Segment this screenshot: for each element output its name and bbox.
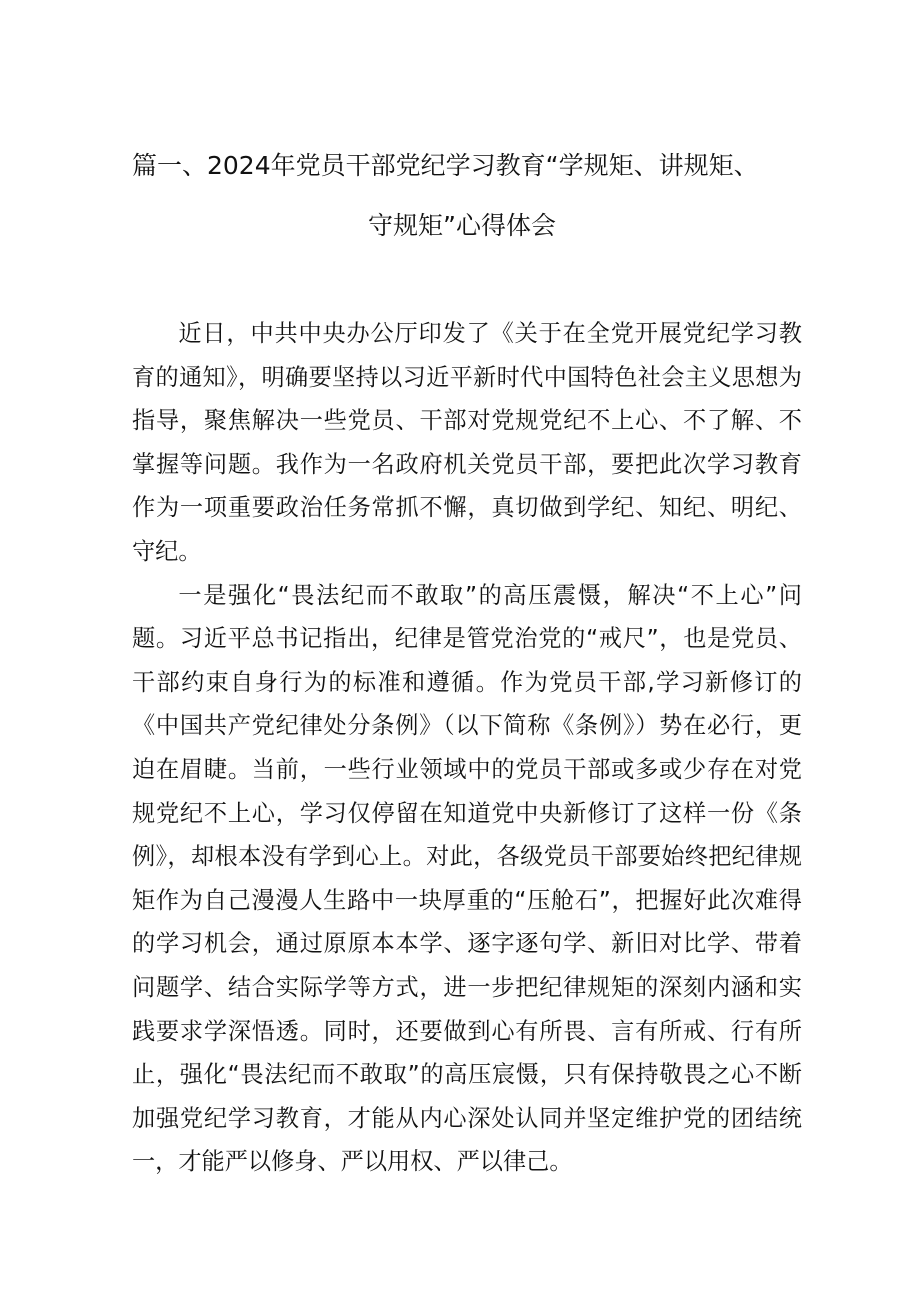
paragraph: 近日，中共中央办公厅印发了《关于在全党开展党纪学习教育的通知》，明确要坚持以习近平新时代中国特色社会主义思想为指导，聚焦解决一些党员、干部对党规党纪不上心、不了解、不掌握等问题。我作为一名政府机关党员干部，要把此次学习教育作为一项重要政治任务常抓不懈，真切做到学纪、知纪、明纪、守纪。 — [132, 320, 802, 565]
document-title-line-2: 守规矩”心得体会 — [368, 211, 556, 240]
document-body — [132, 312, 802, 1184]
paragraph: 一是强化“畏法纪而不敢取”的高压震慑，解决“不上心”问题。习近平总书记指出，纪律是管党治党的“戒尺”，也是党员、干部约束自身行为的标准和遵循。作为党员干部,学习新修订的《中国共产党纪律处分条例》（以下简称《条例》）势在必行，更迫在眉睫。当前，一些行业领域中的党员干部或多或少存在对党规党纪不上心，学习仅停留在知道党中央新修订了这样一份《条例》，却根本没有学到心上。对此，各级党员干部要始终把纪律规矩作为自己漫漫人生路中一块厚重的“压舱石”，把握好此次难得的学习机会，通过原原本本学、逐字逐句学、新旧对比学、带着问题学、结合实际学等方式，进一步把纪律规矩的深刻内涵和实践要求学深悟透。同时，还要做到心有所畏、言有所戒、行有所止，强化“畏法纪而不敢取”的高压宸慑，只有保持敬畏之心不断加强党纪学习教育，才能从内心深处认同并坚定维护党的团结统一，才能严以修身、严以用权、严以律己。 — [132, 581, 802, 1176]
document-title-line-1: 篇一、2024年党员干部党纪学习教育“学规矩、讲规矩、 — [132, 151, 759, 180]
